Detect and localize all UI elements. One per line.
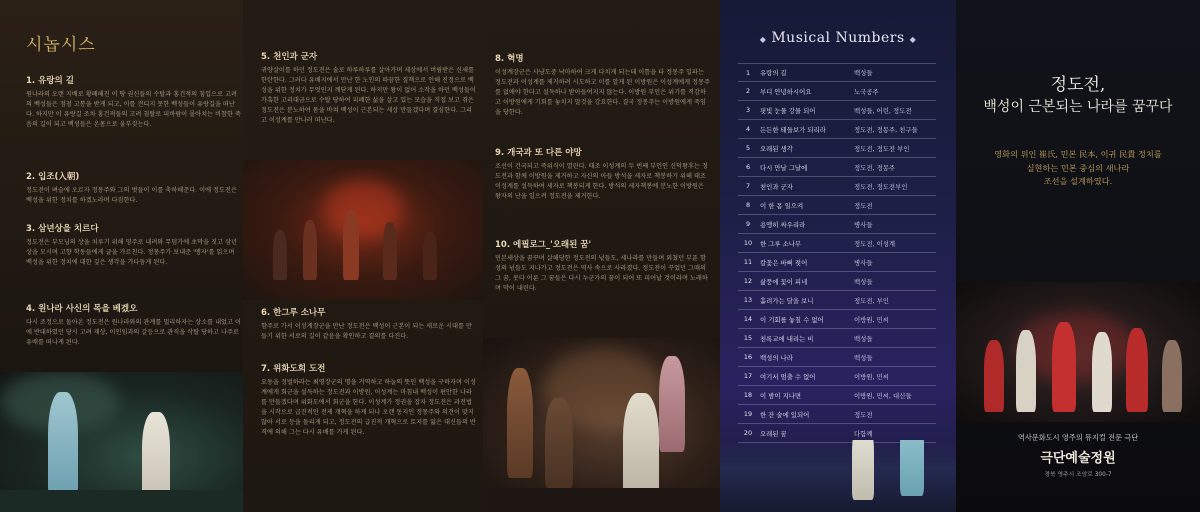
song-title: 핏빛 눈물 강물 되어 (760, 106, 816, 115)
synopsis-section-4 (26, 302, 241, 348)
section-heading: 9. 개국과 또 다른 야망 (495, 148, 582, 158)
musical-number-row (738, 329, 936, 348)
cover-subtitle: 역사문화도시 영주의 뮤지컬 전문 극단 (1017, 433, 1139, 442)
song-title: 부디 안녕하시어요 (760, 87, 812, 96)
musical-number-row (738, 405, 936, 424)
number-index: 15 (743, 334, 753, 342)
song-cast: 병사들 (854, 258, 873, 267)
number-index: 10 (743, 239, 753, 247)
panel-synopsis-3 (483, 0, 720, 512)
musical-numbers-list (738, 63, 936, 443)
song-title: 삶풍에 꽃이 피네 (760, 277, 808, 286)
musical-number-row (738, 234, 936, 253)
song-title: 용맹히 싸우리라 (760, 220, 806, 229)
cover-description: 영화의 위인 崔氏, 민본 民本, 이귀 民貴 정치를 실현하는 민본 중심의 새나라 조선을 설계하였다. (994, 149, 1162, 187)
song-title: 여기서 멈출 수 없어 (760, 372, 816, 381)
number-index: 18 (743, 391, 753, 399)
diamond-bullet-icon: ◆ (909, 35, 917, 44)
synopsis-section-8 (495, 52, 710, 118)
number-index: 20 (743, 429, 753, 437)
song-title: 한 그루 소나무 (760, 239, 802, 248)
musical-number-row (738, 253, 936, 272)
musical-number-row (738, 82, 936, 101)
number-index: 17 (743, 372, 753, 380)
song-cast: 다함께 (854, 429, 873, 438)
stage-photo-ensemble (956, 282, 1200, 422)
number-index: 13 (743, 296, 753, 304)
song-cast: 정도전 (854, 201, 873, 210)
number-index: 4 (745, 125, 751, 133)
song-cast: 정도전, 정몽주, 친구들 (854, 125, 918, 134)
section-heading: 1. 유랑의 길 (26, 76, 74, 86)
number-index: 7 (745, 182, 751, 190)
song-title: 유랑의 길 (760, 69, 787, 77)
song-cast: 정도전, 부인 (854, 296, 889, 305)
musical-number-row (738, 348, 936, 367)
section-body: 정도전이 벼슬에 오르자 정몽주와 그의 벗들이 이를 축하해준다. 이에 정도전은 백성을 위한 정치를 하겠노라며 다짐한다. (26, 187, 237, 205)
section-body: 요동을 정벌하라는 최영장군의 명을 거역하고 하늘의 뜻인 백성을 구하자며 이성계에게 회군을 설득하는 정도전과 이방원, 이성계는 마침내 백성이 편안한 나라를 만들겠다며 위화도에서 회군을 한다. 이성계가 정권을 잡자 정도전은 과전법을 시작으로 급진적인 전제 개혁을 하게 되나 오랜 동지인 정몽주와 의견이 맞지 않아 서로 등을 돌리게 되고, 정도전의 급진적 개혁으로 토지를 잃은 대신들의 반격에 의해 그는 다시 유배를 가게 된다. (261, 379, 476, 437)
panel-cover (956, 0, 1200, 512)
section-heading: 6. 한그루 소나무 (261, 308, 326, 318)
panel-synopsis-1 (0, 0, 243, 512)
section-body: 이성계장군은 사냥도중 낙마하여 크게 다치게 되는데 이틈을 타 정몽주 일파는 정도전과 이성계를 제거하려 시도하고 이를 알게 된 이방원은 이성계에게 정몽주를 없애야 한다고 설득하나 받아들여지지 않는다. 이방원 부인은 위기를 직감하고 이방원에게 기회를 놓치지 말것을 강요한다. 결국 정몽주는 이방원에게 죽임을 당한다. (495, 69, 710, 117)
synopsis-section-6 (261, 306, 476, 342)
number-index: 1 (745, 68, 751, 77)
song-title: 흩려가는 달을 보니 (760, 296, 814, 305)
stage-photo-villagers (483, 338, 720, 512)
song-cast: 노국공주 (854, 87, 879, 96)
section-heading: 8. 혁명 (495, 54, 524, 64)
number-index: 19 (743, 410, 753, 418)
musical-number-row (738, 215, 936, 234)
song-cast: 백성들 (854, 334, 873, 343)
musical-number-row (738, 139, 936, 158)
section-body: 조선이 건국되고 즉위식이 열린다. 태조 이성계의 두 번째 부인인 신덕왕후는 정도전과 함께 이방원을 제거하고 자신의 아들 방석을 세자로 책봉하기 위해 태조 이성계를 설득하여 세자로 책봉되게 한다. 방석의 세자책봉에 분노한 이방원은 왕자의 난을 일으켜 정도전을 제거한다. (495, 163, 708, 201)
synopsis-title: 시놉시스 (26, 35, 96, 55)
number-index: 8 (745, 201, 751, 209)
number-index: 6 (745, 163, 751, 171)
musical-numbers-title: ◆ Musical Numbers ◆ (759, 30, 917, 46)
song-cast: 백성들 (854, 69, 873, 77)
number-index: 9 (745, 220, 751, 228)
synopsis-section-7 (261, 362, 476, 438)
troupe-name: 극단예술정원 (1040, 451, 1116, 466)
section-body: 원나라의 오랜 지배로 황폐해진 이 땅 권신들의 수탈과 홍건적의 침입으로 고려의 백성들은 점점 고통을 받게 되고, 이를 견디지 못한 백성들이 유랑길을 떠난다. 하지만 이 유랑길 조차 홍건적들의 고려 침탈로 피바람이 몰아치는 비참한 죽음의 길이 되고 백성들은 온몸으로 울부짖는다. (26, 91, 241, 129)
section-heading: 5. 천인과 군자 (261, 52, 318, 62)
synopsis-section-9 (495, 146, 710, 202)
song-title: 천인과 군자 (760, 182, 793, 191)
musical-number-row (738, 63, 936, 82)
song-cast: 이방원, 민씨, 대신들 (854, 391, 912, 400)
song-title: 한 잔 술에 있되어 (760, 410, 810, 419)
song-cast: 정도전, 정도전 부인 (854, 144, 910, 153)
diamond-bullet-icon: ◆ (759, 35, 767, 44)
song-cast: 백성들 (854, 277, 873, 286)
number-index: 16 (743, 353, 753, 361)
section-heading: 4. 원나라 사신의 목을 베겠오 (26, 304, 138, 314)
number-index: 5 (745, 144, 751, 152)
musical-number-row (738, 177, 936, 196)
song-title: 이 기회를 놓칠 수 없어 (760, 315, 824, 324)
song-cast: 이방원, 민씨 (854, 315, 889, 324)
song-title: 오래된 꿈 (760, 429, 787, 438)
musical-number-row (738, 196, 936, 215)
song-cast: 백성들, 어린, 정도전 (854, 106, 912, 115)
song-cast: 병사들 (854, 220, 873, 229)
song-title: 백성의 나라 (760, 353, 793, 362)
musical-number-row (738, 158, 936, 177)
number-index: 2 (745, 87, 751, 95)
musical-number-row (738, 310, 936, 329)
musical-number-row (738, 101, 936, 120)
song-cast: 정도전, 정도전부인 (854, 182, 908, 191)
section-heading: 2. 입조(入朝) (26, 172, 80, 182)
synopsis-section-1 (26, 74, 241, 130)
song-title: 이 한 몸 일으켜 (760, 201, 804, 210)
panel-synopsis-2 (243, 0, 483, 512)
cover-title-line2: 백성이 근본되는 나라를 꿈꾸다 (983, 99, 1173, 115)
number-index: 3 (745, 106, 751, 114)
stage-photo-finale-left (720, 440, 956, 512)
number-index: 14 (743, 315, 753, 323)
song-title: 오래된 생각 (760, 144, 793, 153)
song-cast: 이방원, 민씨 (854, 372, 889, 381)
song-cast: 정도전, 이성계 (854, 239, 896, 248)
song-cast: 정도전, 정몽주 (854, 163, 896, 172)
synopsis-section-3 (26, 222, 241, 268)
musical-number-row (738, 386, 936, 405)
musical-number-row (738, 272, 936, 291)
section-body: 귀양살이를 하던 정도전은 술로 하루하루를 살아가며 세상에서 버림받은 신세를 한탄한다. 그러다 유배지에서 만난 한 노인의 따끔한 질책으로 인해 진정으로 백성을 위한 정치가 무엇인지 깨닫게 된다. 하지만 왕이 없어 소작을 하던 백성들이 가혹한 고리대금으로 수탈 당하여 피폐한 삶을 살고 있는 모습을 직접 보고 겪은 정도전은 분노하여 몸을 바쳐 백성이 근본되는 세상 만들겠다며 결심한다. 그리고 이성계를 만나러 떠난다. (261, 67, 476, 125)
cover-title-line1: 정도전, (1050, 75, 1106, 95)
number-index: 11 (743, 258, 753, 266)
section-body: 함주로 가서 이성계장군을 만난 정도전은 백성이 근본이 되는 새로운 시대를 만들기 위한 서로의 길이 같음을 확인하고 결의를 다진다. (261, 323, 472, 341)
synopsis-section-5 (261, 50, 476, 126)
musical-number-row (738, 120, 936, 139)
section-heading: 3. 삼년상을 치르다 (26, 224, 99, 234)
musical-number-row (738, 367, 936, 386)
song-title: 칼꽃은 바삐 젖어 (760, 258, 808, 267)
musical-number-row (738, 291, 936, 310)
section-body: 정도전은 부모님의 상을 치루기 위해 영주로 내려와 무덤가에 초막을 짓고 삼년상을 모시며 고향 학동들에게 글을 가르친다. 정몽주가 보내준 '맹자'를 읽으며 백성을 위한 정치에 대한 깊은 생각을 가다듬게 된다. (26, 239, 237, 267)
song-title: 천록교에 내리는 비 (760, 334, 814, 343)
stage-photo-rebellion (243, 160, 483, 300)
synopsis-section-10 (495, 238, 710, 294)
song-title: 든든한 태들보가 되리라 (760, 125, 826, 134)
section-heading: 10. 에필로그_'오래된 꿈' (495, 240, 592, 250)
song-cast: 정도전 (854, 410, 873, 419)
section-heading: 7. 위화도회 도전 (261, 364, 326, 374)
synopsis-section-2 (26, 170, 241, 206)
song-cast: 백성들 (854, 353, 873, 362)
song-title: 다시 만날 그날에 (760, 163, 808, 172)
song-title: 이 밤이 지나면 (760, 391, 802, 400)
section-body: 다시 조정으로 돌아온 정도전은 원나라와의 관계를 멀리하자는 상소를 내었고 이에 반대하였던 당시 고려 재상, 이인임과의 갈등으로 관직을 삭탈 당하고 나주로 유배를 떠나게 된다. (26, 319, 241, 347)
section-body: 민본세상을 꿈꾸며 살해당한 정도전의 넋들도, 세나라를 만들며 외쳤던 부푼 함성의 넋들도 지나가고 정도전은 역사 속으로 사라졌다. 정도전이 꾸었던 그때의 그 꿈, 못다 이룬 그 꿈들은 다시 누군가의 꿈이 되어 또 피어날 것이라며 노래하며 막이 내린다. (495, 255, 708, 293)
stage-photo-exile (0, 372, 243, 512)
troupe-address: 경북 영주시 조암로 300-7 (1044, 472, 1112, 478)
number-index: 12 (743, 277, 753, 285)
panel-musical-numbers (720, 0, 956, 512)
